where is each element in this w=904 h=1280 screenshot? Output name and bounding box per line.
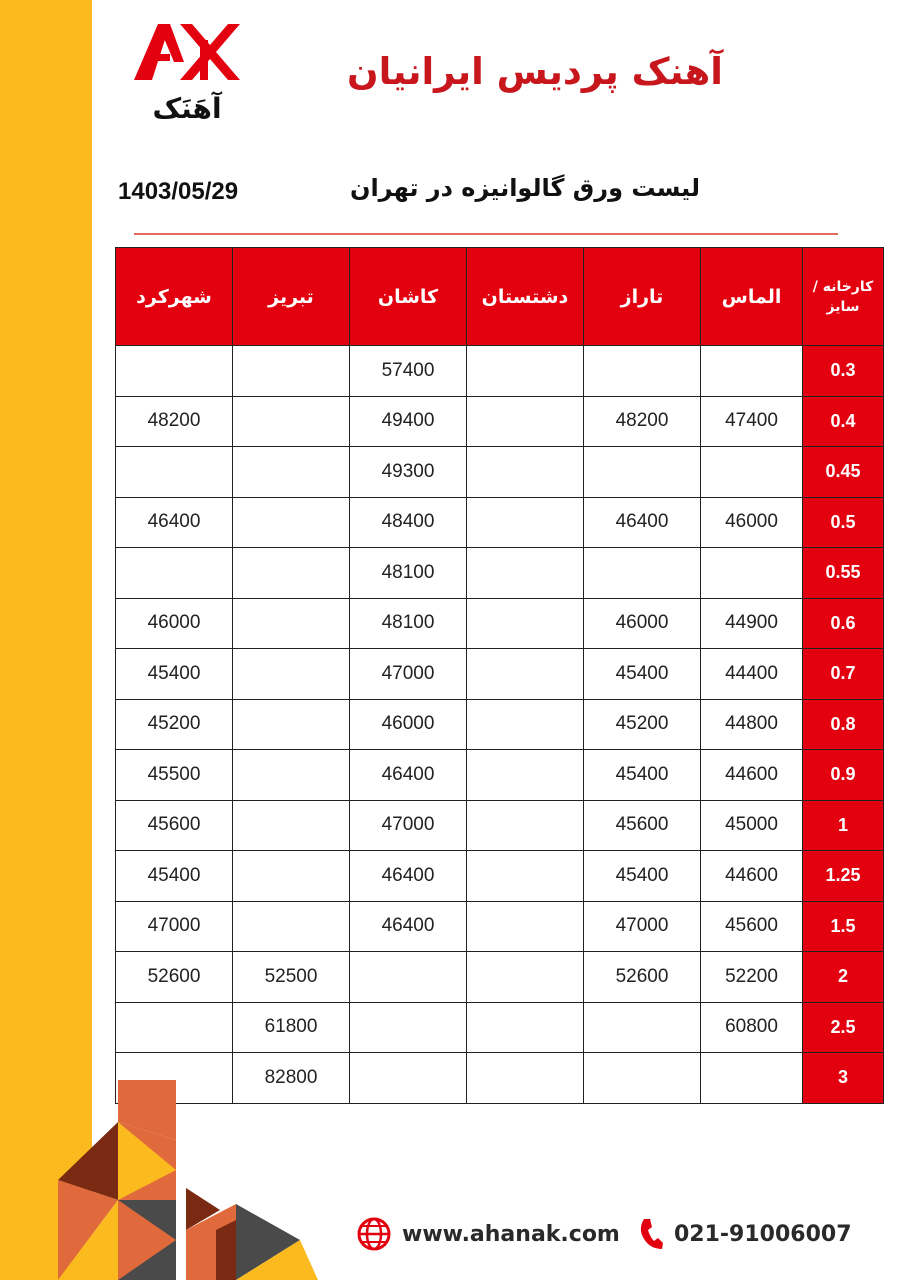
price-cell [701, 447, 803, 498]
price-cell: 45600 [701, 901, 803, 952]
price-cell: 45400 [584, 649, 701, 700]
price-cell [467, 1053, 584, 1104]
price-cell [233, 548, 350, 599]
price-cell: 48200 [584, 396, 701, 447]
size-cell: 2 [803, 952, 884, 1003]
size-cell: 1.5 [803, 901, 884, 952]
price-cell: 46000 [116, 598, 233, 649]
price-cell: 52600 [584, 952, 701, 1003]
corner-label-size: سایز [826, 298, 860, 315]
globe-icon [356, 1216, 392, 1252]
price-cell: 49400 [350, 396, 467, 447]
table-row [116, 346, 884, 397]
price-cell [467, 901, 584, 952]
price-cell: 60800 [701, 1002, 803, 1053]
price-cell [467, 851, 584, 902]
size-cell: 0.3 [803, 346, 884, 397]
price-cell [584, 1002, 701, 1053]
price-cell [467, 396, 584, 447]
size-cell: 2.5 [803, 1002, 884, 1053]
company-name: آهنک پردیس ایرانیان [347, 50, 723, 93]
website-url[interactable]: www.ahanak.com [402, 1221, 620, 1247]
price-cell [467, 497, 584, 548]
price-cell: 44800 [701, 699, 803, 750]
price-cell: 47400 [701, 396, 803, 447]
size-cell: 0.8 [803, 699, 884, 750]
size-cell: 0.55 [803, 548, 884, 599]
price-cell [233, 699, 350, 750]
price-cell: 46000 [701, 497, 803, 548]
price-cell: 44600 [701, 750, 803, 801]
table-row [116, 750, 884, 801]
price-cell: 44400 [701, 649, 803, 700]
company-logo [128, 18, 246, 126]
price-cell: 46000 [350, 699, 467, 750]
table-row [116, 548, 884, 599]
price-date: 1403/05/29 [118, 178, 239, 205]
price-cell: 48200 [116, 396, 233, 447]
price-cell: 45000 [701, 800, 803, 851]
size-cell: 0.45 [803, 447, 884, 498]
logo-mark-icon [128, 18, 246, 126]
price-cell: 48400 [350, 497, 467, 548]
phone-contact[interactable] [638, 1214, 852, 1254]
table-row [116, 901, 884, 952]
price-cell: 47000 [350, 649, 467, 700]
size-cell: 3 [803, 1053, 884, 1104]
price-cell [350, 952, 467, 1003]
table-row [116, 396, 884, 447]
price-cell [350, 1053, 467, 1104]
price-cell: 46400 [116, 497, 233, 548]
price-cell: 52500 [233, 952, 350, 1003]
price-cell [467, 649, 584, 700]
price-cell: 45200 [116, 699, 233, 750]
price-cell: 46000 [584, 598, 701, 649]
price-cell: 45400 [116, 649, 233, 700]
price-cell [116, 548, 233, 599]
price-cell: 44900 [701, 598, 803, 649]
phone-icon [638, 1217, 664, 1251]
price-cell [233, 497, 350, 548]
size-cell: 0.9 [803, 750, 884, 801]
price-cell [233, 649, 350, 700]
price-cell [584, 548, 701, 599]
table-row [116, 952, 884, 1003]
phone-number[interactable]: 021-91006007 [674, 1221, 852, 1247]
table-row [116, 699, 884, 750]
corner-header [803, 248, 884, 346]
price-cell [701, 1053, 803, 1104]
price-cell [467, 1002, 584, 1053]
price-cell [467, 952, 584, 1003]
table-row [116, 800, 884, 851]
price-cell: 49300 [350, 447, 467, 498]
column-header: کاشان [350, 248, 467, 346]
price-cell: 46400 [584, 497, 701, 548]
price-cell [233, 851, 350, 902]
price-cell: 46400 [350, 901, 467, 952]
price-cell [701, 346, 803, 397]
price-cell: 52600 [116, 952, 233, 1003]
size-cell: 0.7 [803, 649, 884, 700]
price-cell: 82800 [233, 1053, 350, 1104]
price-cell [350, 1002, 467, 1053]
price-cell [233, 396, 350, 447]
price-cell [584, 346, 701, 397]
price-cell: 48100 [350, 548, 467, 599]
size-cell: 1 [803, 800, 884, 851]
size-cell: 1.25 [803, 851, 884, 902]
price-cell [233, 800, 350, 851]
price-cell [467, 699, 584, 750]
price-cell [233, 750, 350, 801]
logo-wordmark: آهَنَک [152, 92, 222, 125]
column-header: تبریز [233, 248, 350, 346]
price-cell: 47000 [350, 800, 467, 851]
price-cell: 47000 [116, 901, 233, 952]
column-header: تاراز [584, 248, 701, 346]
price-cell: 45400 [116, 851, 233, 902]
price-cell: 61800 [233, 1002, 350, 1053]
table-row [116, 598, 884, 649]
price-cell [116, 1002, 233, 1053]
price-cell [467, 750, 584, 801]
table-row [116, 649, 884, 700]
price-cell: 45600 [584, 800, 701, 851]
table-row [116, 851, 884, 902]
decorative-triangles [0, 1080, 330, 1280]
price-cell [584, 1053, 701, 1104]
size-cell: 0.6 [803, 598, 884, 649]
price-cell [701, 548, 803, 599]
table-row [116, 497, 884, 548]
price-cell: 46400 [350, 750, 467, 801]
price-cell: 45400 [584, 851, 701, 902]
price-cell [116, 346, 233, 397]
price-cell: 48100 [350, 598, 467, 649]
price-cell: 57400 [350, 346, 467, 397]
price-cell [467, 346, 584, 397]
column-header: الماس [701, 248, 803, 346]
price-cell [584, 447, 701, 498]
price-table [115, 247, 884, 1104]
column-header: دشتستان [467, 248, 584, 346]
price-cell [233, 447, 350, 498]
price-cell: 47000 [584, 901, 701, 952]
price-cell: 45400 [584, 750, 701, 801]
size-cell: 0.5 [803, 497, 884, 548]
price-cell [467, 598, 584, 649]
price-cell [233, 901, 350, 952]
page-title: لیست ورق گالوانیزه در تهران [349, 174, 700, 202]
price-cell: 46400 [350, 851, 467, 902]
price-cell [116, 447, 233, 498]
price-cell: 45600 [116, 800, 233, 851]
price-cell [233, 346, 350, 397]
price-cell: 45500 [116, 750, 233, 801]
price-cell [467, 800, 584, 851]
price-cell: 52200 [701, 952, 803, 1003]
size-cell: 0.4 [803, 396, 884, 447]
table-row [116, 1002, 884, 1053]
corner-label-factory: کارخانه / [812, 278, 874, 295]
column-header: شهرکرد [116, 248, 233, 346]
table-header-row [116, 248, 884, 346]
table-row [116, 447, 884, 498]
price-cell [467, 548, 584, 599]
website-contact[interactable] [356, 1214, 620, 1254]
header-divider [134, 233, 838, 235]
price-cell [233, 598, 350, 649]
price-cell: 45200 [584, 699, 701, 750]
price-cell: 44600 [701, 851, 803, 902]
price-cell [467, 447, 584, 498]
